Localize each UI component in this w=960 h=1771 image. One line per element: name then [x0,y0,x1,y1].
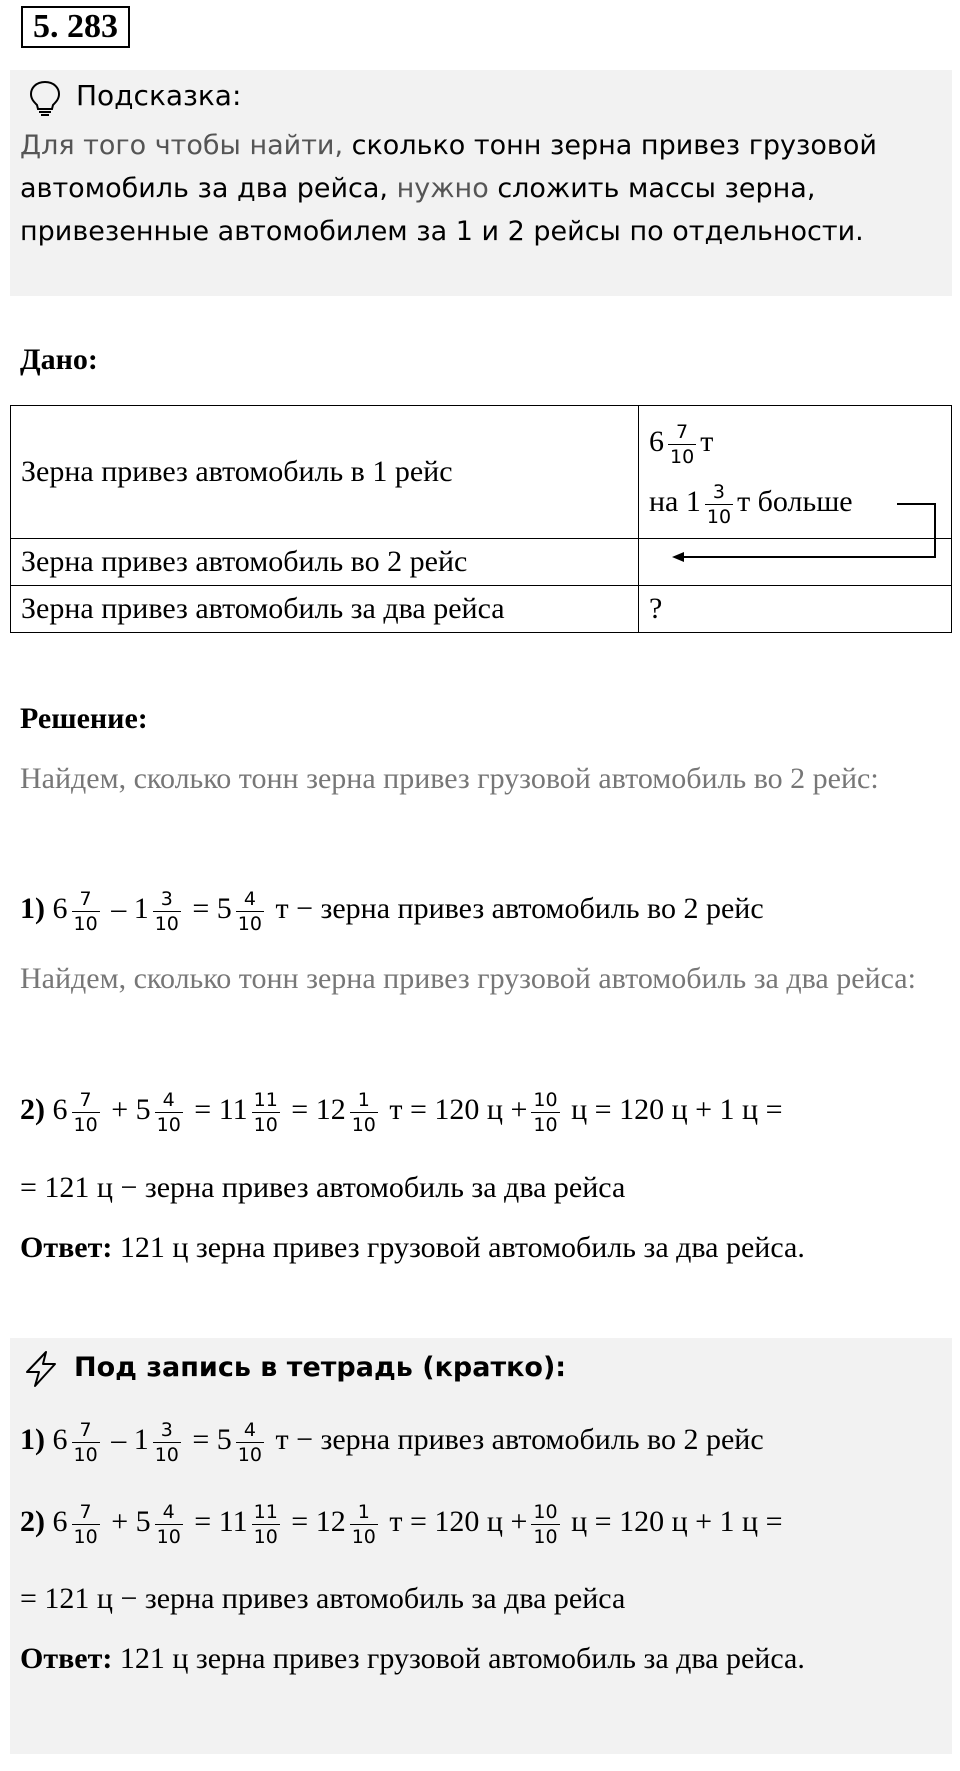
given-row-3-value: ? [639,586,952,633]
step-number: 1) [20,1423,45,1456]
lightning-icon [22,1350,60,1388]
operator: – [111,892,127,925]
relation-prefix: на 1 [649,485,701,518]
whole-part: 6 [52,1423,68,1456]
step-number: 2) [20,1505,45,1538]
fraction: $\frac{7}{10}$ [670,420,695,468]
whole-part: 6 [52,1093,68,1126]
whole-part: 6 [52,1505,68,1538]
hint-text-1: Для того чтобы найти, [20,130,352,161]
unit: т [700,425,714,458]
step-number: 1) [20,892,45,925]
solution-explain-1: Найдем, сколько тонн зерна привез грузовой автомобиль во 2 рейс: [20,762,879,795]
hint-text-2: сколько тонн зерна привез грузовой автомобиль за два рейса, [20,130,877,204]
step-tail: ц = 120 ц + 1 ц = [571,1093,783,1126]
whole-part: 5 [135,1093,151,1126]
whole-part: 1 [133,892,149,925]
fraction: $\frac{1}{10}$ [351,1500,376,1548]
hint-text-4: сложить массы зерна, привезенные автомобилем за 1 и 2 рейсы по отдельности. [20,173,864,247]
solution-step-2 [20,1075,950,1145]
operator: = 11 [194,1505,248,1538]
operator: – [111,1423,127,1456]
operator: + [111,1093,129,1126]
fraction: $\frac{7}{10}$ [73,1500,98,1548]
whole-part: 5 [216,1423,232,1456]
answer-text: 121 ц зерна привез грузовой автомобиль за два рейса. [112,1231,805,1264]
relation-suffix: т больше [737,485,853,518]
given-label: Дано: [20,343,98,376]
step-tail: т − зерна привез автомобиль во 2 рейс [275,892,764,925]
answer-label: Ответ: [20,1231,113,1264]
solution-step-2-line-2: = 121 ц − зерна привез автомобиль за два рейса [20,1171,626,1204]
short-title [22,1348,566,1388]
fraction: $\frac{7}{10}$ [73,887,98,935]
problem-number: 5. 283 [21,6,130,48]
operator: = 11 [194,1093,248,1126]
fraction: $\frac{10}{10}$ [533,1088,558,1136]
whole-part: 5 [135,1505,151,1538]
operator: = 12 [291,1093,346,1126]
fraction: $\frac{3}{10}$ [154,887,179,935]
step-tail: т − зерна привез автомобиль во 2 рейс [275,1423,764,1456]
step-mid: т = 120 ц + [389,1505,528,1538]
fraction: $\frac{7}{10}$ [73,1418,98,1466]
given-row-1-label: Зерна привез автомобиль в 1 рейс [11,406,639,539]
answer-text: 121 ц зерна привез грузовой автомобиль за два рейса. [112,1642,805,1675]
fraction: $\frac{4}{10}$ [237,1418,262,1466]
operator: + [111,1505,129,1538]
step-number: 2) [20,1093,45,1126]
connector-arrow-icon [0,0,960,600]
step-tail: ц = 120 ц + 1 ц = [571,1505,783,1538]
solution-explain-2: Найдем, сколько тонн зерна привез грузовой автомобиль за два рейса: [20,962,916,995]
fraction: $\frac{4}{10}$ [237,887,262,935]
step-mid: т = 120 ц + [389,1093,528,1126]
given-row-2-label: Зерна привез автомобиль во 2 рейс [11,539,639,586]
solution-answer [20,1217,950,1279]
operator: = [192,1423,210,1456]
whole-part: 6 [649,425,664,458]
fraction: $\frac{1}{10}$ [351,1088,376,1136]
fraction: $\frac{11}{10}$ [253,1500,278,1548]
whole-part: 5 [216,892,232,925]
short-answer [20,1628,950,1690]
fraction: $\frac{7}{10}$ [73,1088,98,1136]
fraction: $\frac{4}{10}$ [156,1500,181,1548]
fraction: $\frac{4}{10}$ [156,1088,181,1136]
hint-title-text: Подсказка: [76,79,242,112]
whole-part: 6 [52,892,68,925]
fraction: $\frac{11}{10}$ [253,1088,278,1136]
operator: = [192,892,210,925]
whole-part: 1 [133,1423,149,1456]
short-step-1 [20,1405,950,1475]
fraction: $\frac{3}{10}$ [154,1418,179,1466]
short-step-2 [20,1487,950,1557]
fraction: $\frac{3}{10}$ [706,480,732,528]
given-row-3-label: Зерна привез автомобиль за два рейса [11,586,639,633]
answer-label: Ответ: [20,1642,113,1675]
fraction: $\frac{10}{10}$ [533,1500,558,1548]
short-title-text: Под запись в тетрадь (кратко): [74,1352,567,1383]
operator: = 12 [291,1505,346,1538]
solution-step-1 [20,874,950,944]
short-step-2-line-2: = 121 ц − зерна привез автомобиль за два рейса [20,1582,626,1615]
solution-label: Решение: [20,702,148,735]
hint-text-3: нужно [388,173,498,204]
